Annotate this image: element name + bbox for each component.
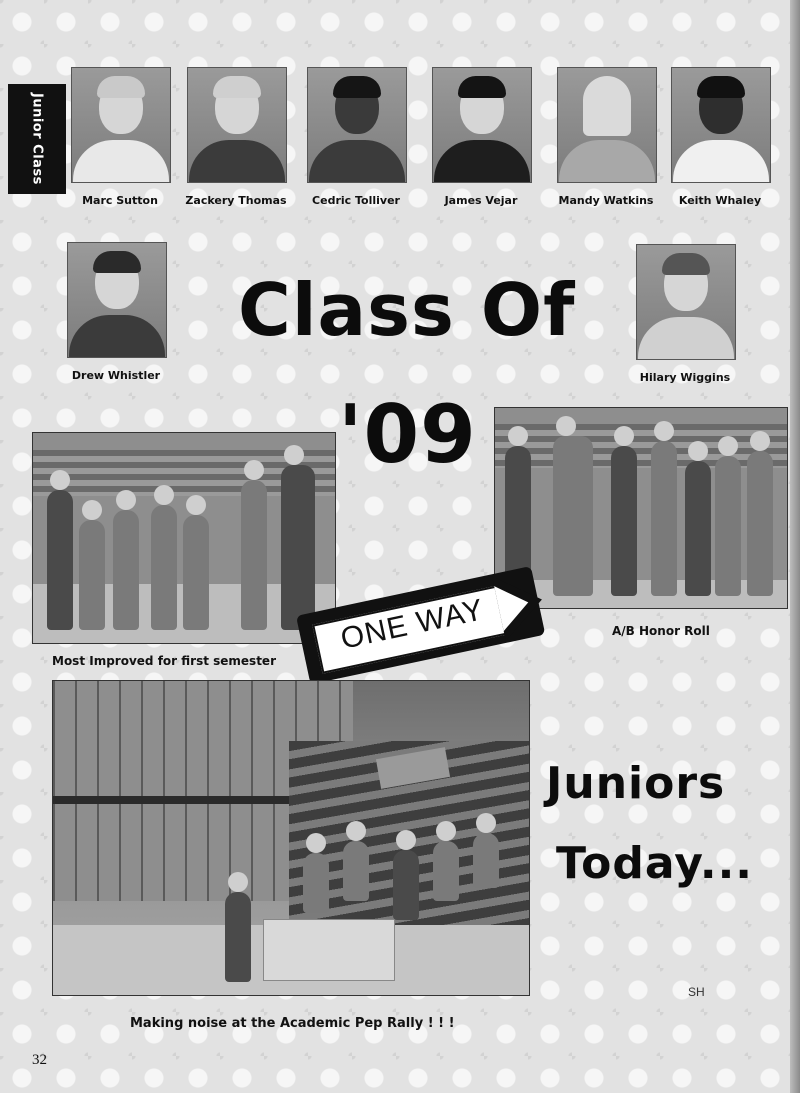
- subhead-juniors: Juniors: [546, 758, 726, 809]
- page-spine-edge: [790, 0, 800, 1093]
- portrait-name: Drew Whistler: [71, 369, 161, 382]
- caption-most-improved: Most Improved for first semester: [52, 654, 276, 668]
- portrait-name: Keith Whaley: [678, 194, 762, 207]
- caption-pep-rally: Making noise at the Academic Pep Rally ! ! !: [130, 1016, 455, 1031]
- one-way-sign-text: ONE WAY: [337, 593, 487, 656]
- portrait-name: James Vejar: [444, 194, 518, 207]
- photo-most-improved: [32, 432, 336, 644]
- subhead-today: Today...: [556, 838, 754, 889]
- section-tab-label: Junior Class: [29, 93, 45, 185]
- portrait-name: Cedric Tolliver: [312, 194, 400, 207]
- section-tab: [8, 84, 66, 194]
- portrait-photo: [71, 67, 171, 183]
- portrait-photo: [307, 67, 407, 183]
- caption-honor-roll: A/B Honor Roll: [612, 624, 710, 638]
- portrait-name: Mandy Watkins: [558, 194, 654, 207]
- portrait-name: Marc Sutton: [82, 194, 158, 207]
- portrait-name: Zackery Thomas: [185, 194, 287, 207]
- portrait-photo: [557, 67, 657, 183]
- portrait-photo: [67, 242, 167, 358]
- page-number: 32: [32, 1052, 47, 1068]
- photographer-initials: SH: [688, 985, 705, 999]
- portrait-name: Hilary Wiggins: [639, 371, 731, 384]
- portrait-photo: [432, 67, 532, 183]
- portrait-photo: [187, 67, 287, 183]
- portrait-photo: [671, 67, 771, 183]
- photo-pep-rally: [52, 680, 530, 996]
- headline-class-of: Class Of: [238, 268, 576, 352]
- headline-year: '09: [338, 388, 477, 481]
- portrait-photo: [636, 244, 736, 360]
